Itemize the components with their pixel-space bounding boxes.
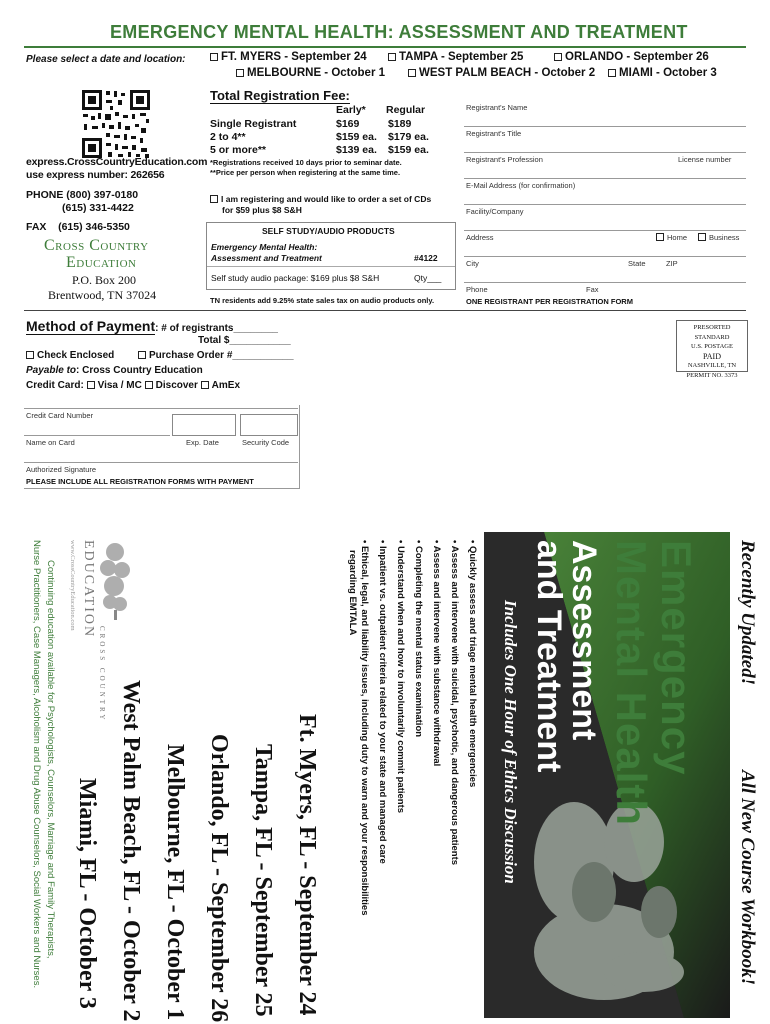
postage-line-4: NASHVILLE, TN (687, 362, 737, 369)
new-workbook-tag: All New Course Workbook! (737, 770, 758, 986)
subheadline-line-1: Assessment (565, 540, 603, 741)
self-study-heading: SELF STUDY/AUDIO PRODUCTS (262, 226, 395, 236)
postage-line-1: PRESORTED STANDARD (693, 324, 731, 341)
fee-row-3-regular: $159 ea. (388, 144, 429, 156)
postage-line-3: PAID (703, 351, 721, 361)
fee-row-1-early: $169 (336, 118, 360, 130)
logo-top-text: CROSS COUNTRY (98, 626, 106, 723)
fee-heading: Total Registration Fee: (210, 88, 350, 103)
registrant-title-field[interactable] (464, 152, 746, 153)
express-number: use express number: 262656 (26, 169, 165, 181)
city-date-tampa: Tampa, FL - September 25 (250, 744, 276, 1017)
cd-option-price: for $59 plus $8 S&H (222, 205, 302, 215)
registrant-name-label: Registrant's Name (466, 103, 528, 112)
name-on-card-label: Name on Card (26, 438, 75, 447)
org-name-line-1: Cross Country (44, 237, 149, 254)
location-option-west-palm-beach[interactable]: WEST PALM BEACH - October 2 (408, 67, 595, 79)
payment-box (24, 405, 300, 489)
payment-total[interactable]: Total $___________ (198, 335, 291, 346)
fax-label: Fax (586, 285, 599, 294)
logo-bottom-text: EDUCATION (81, 540, 96, 639)
city-date-melbourne: Melbourne, FL - October 1 (162, 744, 188, 1021)
fee-row-2-early: $159 ea. (336, 131, 377, 143)
amex-checkbox[interactable]: AmEx (201, 380, 240, 391)
city-date-ft-myers: Ft. Myers, FL - September 24 (294, 714, 320, 1016)
fee-note-1: *Registrations received 10 days prior to seminar date. (210, 158, 402, 167)
headline-line-2: Mental Health (608, 540, 655, 827)
postage-indicia (676, 320, 748, 379)
state-label: State (628, 259, 646, 268)
self-study-package: Self study audio package: $169 plus $8 S&H (211, 273, 380, 283)
email-label: E-Mail Address (for confirmation) (466, 181, 576, 190)
location-option-miami[interactable]: MIAMI - October 3 (608, 67, 717, 79)
fee-row-2-regular: $179 ea. (388, 131, 429, 143)
tree-logo-icon (100, 540, 130, 620)
cc-number-label: Credit Card Number (26, 411, 94, 420)
zip-label: ZIP (666, 259, 678, 268)
headline-line-1: Emergency (653, 540, 700, 776)
include-forms-note: PLEASE INCLUDE ALL REGISTRATION FORMS WITH PAYMENT (26, 477, 254, 486)
fee-row-3-label: 5 or more** (210, 144, 267, 156)
city-field[interactable] (464, 282, 746, 283)
fee-note-2: **Price per person when registering at the same time. (210, 168, 401, 177)
self-study-product-line-2: Assessment and Treatment (211, 253, 322, 263)
self-study-qty[interactable]: Qty___ (414, 273, 442, 283)
website[interactable]: express.CrossCountryEducation.com (26, 156, 208, 168)
bullet-5: • Understand when and how to involuntarily commit patients (395, 540, 406, 813)
address-label: Address (466, 233, 494, 242)
exp-date-label: Exp. Date (186, 438, 219, 447)
registrant-title-label: Registrant's Title (466, 129, 522, 138)
phone-line-1: PHONE (800) 397-0180 (26, 189, 139, 201)
security-code-label: Security Code (242, 438, 290, 447)
facility-label: Facility/Company (466, 207, 524, 216)
fee-col-early: Early* (336, 104, 366, 116)
registrant-name-field[interactable] (464, 126, 746, 127)
self-study-code: #4122 (414, 253, 438, 263)
recently-updated-tag: Recently Updated! (737, 540, 758, 686)
location-option-orlando[interactable]: ORLANDO - September 26 (554, 51, 709, 63)
address-field[interactable] (464, 256, 746, 257)
ce-line-1: Continuing education available for Psychologists, Counselors, Marriage and Family Therapists, (45, 560, 56, 959)
one-registrant-note: ONE REGISTRANT PER REGISTRATION FORM (466, 297, 633, 306)
select-prompt: Please select a date and location: (26, 54, 186, 65)
phone-label: Phone (466, 285, 488, 294)
postage-line-2: U.S. POSTAGE (691, 343, 733, 350)
org-name-line-2: Education (66, 254, 137, 271)
ce-line-2: Nurse Practitioners, Case Managers, Alcoholism and Drug Abuse Counselors, Social Workers and Nurses. (31, 540, 42, 989)
city-date-west-palm-beach: West Palm Beach, FL - October 2 (118, 680, 144, 1022)
fax-line: FAX (615) 346-5350 (26, 221, 130, 233)
registrant-profession-label: Registrant's Profession (466, 155, 543, 164)
visa-checkbox[interactable]: Visa / MC (87, 380, 142, 391)
bullet-3: • Assess and intervene with substance withdrawal (431, 540, 442, 766)
location-option-tampa[interactable]: TAMPA - September 25 (388, 51, 523, 63)
signature-label: Authorized Signature (26, 465, 97, 474)
fee-row-2-label: 2 to 4** (210, 131, 246, 143)
cd-option-checkbox[interactable]: I am registering and would like to order a set of CDs (210, 194, 431, 204)
qr-code (80, 88, 152, 160)
business-checkbox[interactable]: Business (698, 233, 739, 242)
fee-row-1-regular: $189 (388, 118, 412, 130)
registrant-profession-field[interactable] (464, 178, 746, 179)
discover-checkbox[interactable]: Discover (145, 380, 198, 391)
self-study-product-line-1: Emergency Mental Health: (211, 242, 318, 252)
bullet-1: • Quickly assess and triage mental health emergencies (467, 540, 478, 787)
license-number-label: License number (678, 155, 732, 164)
fee-row-3-early: $139 ea. (336, 144, 377, 156)
location-option-ft-myers[interactable]: FT. MYERS - September 24 (210, 51, 367, 63)
city-date-miami: Miami, FL - October 3 (74, 778, 100, 1009)
facility-field[interactable] (464, 230, 746, 231)
address-line-1: P.O. Box 200 (72, 273, 137, 287)
fee-col-regular: Regular (386, 104, 426, 116)
bullet-2: • Assess and intervene with suicidal, psychotic, and dangerous patients (449, 540, 460, 865)
bullet-6: • Inpatient vs. outpatient criteria related to your state and managed care (377, 540, 388, 864)
tax-note: TN residents add 9.25% state sales tax on audio products only. (210, 296, 435, 305)
postage-line-5: PERMIT NO. 3373 (686, 371, 738, 379)
bullet-4: • Completing the mental status examination (413, 540, 424, 737)
payable-to: Payable to: Cross Country Education (26, 365, 203, 376)
email-field[interactable] (464, 204, 746, 205)
fee-row-1-label: Single Registrant (210, 118, 297, 130)
home-checkbox[interactable]: Home (656, 233, 687, 242)
phone-line-2: (615) 331-4422 (62, 202, 134, 214)
location-option-melbourne[interactable]: MELBOURNE - October 1 (236, 67, 385, 79)
logo-url: www.CrossCountryEducation.com (69, 540, 76, 631)
city-label: City (466, 259, 479, 268)
address-line-2: Brentwood, TN 37024 (48, 288, 157, 302)
ethics-discussion: Includes One Hour of Ethics Discussion (501, 600, 520, 884)
payment-heading: Method of Payment: # of registrants________ (26, 318, 278, 334)
bullet-7: • Ethical, legal, and liability issues, including duty to warn and your responsibilities (359, 540, 370, 916)
page-title: EMERGENCY MENTAL HEALTH: ASSESSMENT AND TREATMENT (110, 22, 688, 42)
purchase-order-checkbox[interactable]: Purchase Order #___________ (138, 350, 294, 361)
bullet-7-cont: regarding EMTALA (347, 550, 358, 636)
subheadline-line-2: and Treatment (530, 540, 568, 773)
credit-card-options: Credit Card: Visa / MC Discover AmEx (26, 380, 241, 391)
city-date-orlando: Orlando, FL - September 26 (206, 734, 232, 1023)
check-enclosed-checkbox[interactable]: Check Enclosed (26, 350, 114, 361)
